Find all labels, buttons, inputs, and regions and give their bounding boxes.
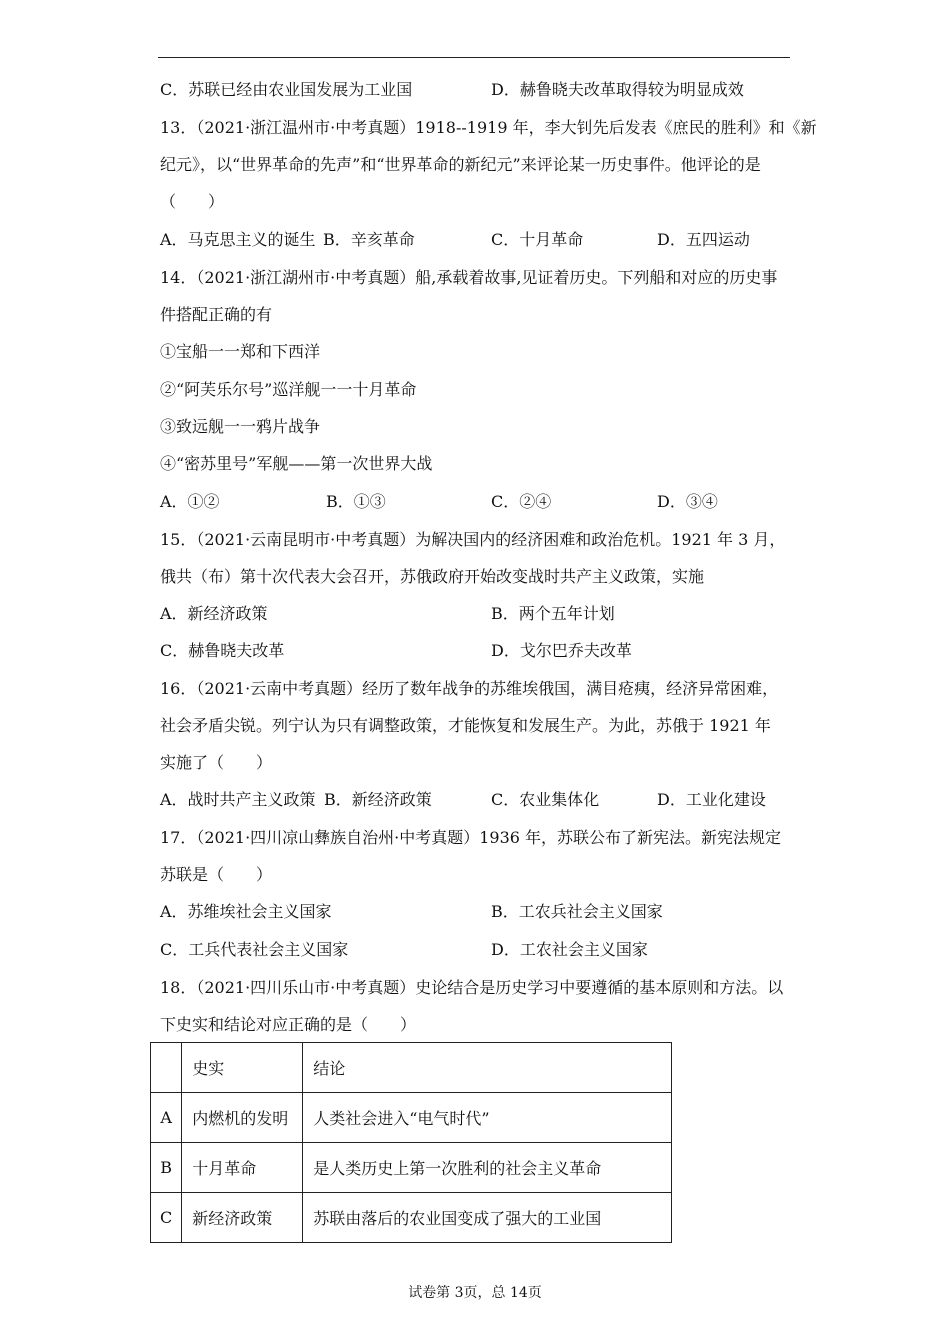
q18-facts-table xyxy=(150,1042,672,1243)
q16-stem-line-3: 实施了（ ） xyxy=(160,753,273,772)
q16-option-d: D．工业化建设 xyxy=(657,790,766,809)
table-cell-conclusion: 是人类历史上第一次胜利的社会主义革命 xyxy=(303,1143,672,1193)
table-row xyxy=(151,1093,672,1143)
q16-option-b: B．新经济政策 xyxy=(324,790,432,809)
q17-stem-line-2: 苏联是（ ） xyxy=(160,865,273,884)
q15-stem-line-1: 15．（2021·云南昆明市·中考真题）为解决国内的经济困难和政治危机。1921 年 3 月， xyxy=(160,530,786,549)
q16-stem-line-2: 社会矛盾尖锐。列宁认为只有调整政策，才能恢复和发展生产。为此，苏俄于 1921 年 xyxy=(160,716,771,735)
table-cell-label: A xyxy=(151,1093,182,1143)
q18-stem-line-2: 下史实和结论对应正确的是（ ） xyxy=(160,1015,417,1034)
q14-item-3: ③致远舰一一鸦片战争 xyxy=(160,417,321,436)
q16-stem-line-1: 16．（2021·云南中考真题）经历了数年战争的苏维埃俄国，满目疮痍，经济异常困难， xyxy=(160,679,779,698)
q13-stem-line-3: （ ） xyxy=(160,192,225,211)
table-cell-label: B xyxy=(151,1143,182,1193)
q14-option-a: A．①② xyxy=(160,492,220,511)
table-row xyxy=(151,1143,672,1193)
table-cell-label: C xyxy=(151,1193,182,1243)
table-cell-conclusion: 苏联由落后的农业国变成了强大的工业国 xyxy=(303,1193,672,1243)
q15-stem-line-2: 俄共（布）第十次代表大会召开，苏俄政府开始改变战时共产主义政策，实施 xyxy=(160,567,705,586)
q12-option-c: C．苏联已经由农业国发展为工业国 xyxy=(160,80,413,99)
table-cell-fact: 内燃机的发明 xyxy=(182,1093,303,1143)
q14-option-b: B．①③ xyxy=(326,492,386,511)
q15-option-b: B．两个五年计划 xyxy=(491,604,615,623)
table-cell-fact: 十月革命 xyxy=(182,1143,303,1193)
q15-option-a: A．新经济政策 xyxy=(160,604,268,623)
q14-option-c: C．②④ xyxy=(491,492,552,511)
q14-option-d: D．③④ xyxy=(657,492,718,511)
q17-option-d: D．工农社会主义国家 xyxy=(491,940,648,959)
table-header-row xyxy=(151,1043,672,1093)
q14-stem-line-1: 14．（2021·浙江湖州市·中考真题）船,承载着故事,见证着历史。下列船和对应的历史事 xyxy=(160,268,778,287)
q17-option-a: A．苏维埃社会主义国家 xyxy=(160,902,332,921)
table-header-cell: 史实 xyxy=(182,1043,303,1093)
q17-option-c: C．工兵代表社会主义国家 xyxy=(160,940,349,959)
q17-option-b: B．工农兵社会主义国家 xyxy=(491,902,663,921)
table-cell-conclusion: 人类社会进入“电气时代” xyxy=(303,1093,672,1143)
page-footer: 试卷第 3页，总 14页 xyxy=(408,1285,542,1301)
q13-option-b: B．辛亥革命 xyxy=(323,230,415,249)
header-rule xyxy=(158,57,790,58)
q13-option-a: A．马克思主义的诞生 xyxy=(160,230,316,249)
q14-item-2: ②“阿芙乐尔号”巡洋舰一一十月革命 xyxy=(160,380,417,399)
q17-stem-line-1: 17．（2021·四川凉山彝族自治州·中考真题）1936 年，苏联公布了新宪法。新宪法规定 xyxy=(160,828,782,847)
q14-stem-line-2: 件搭配正确的有 xyxy=(160,305,273,324)
q13-stem-line-2: 纪元》，以“世界革命的先声”和“世界革命的新纪元”来评论某一历史事件。他评论的是 xyxy=(160,155,761,174)
table-cell-fact: 新经济政策 xyxy=(182,1193,303,1243)
q14-item-4: ④“密苏里号”军舰——第一次世界大战 xyxy=(160,454,433,473)
q15-option-d: D．戈尔巴乔夫改革 xyxy=(491,641,632,660)
q13-option-d: D．五四运动 xyxy=(657,230,750,249)
q13-option-c: C．十月革命 xyxy=(491,230,584,249)
q16-option-a: A．战时共产主义政策 xyxy=(160,790,316,809)
table-header-cell xyxy=(151,1043,182,1093)
q18-stem-line-1: 18．（2021·四川乐山市·中考真题）史论结合是历史学习中要遵循的基本原则和方法。以 xyxy=(160,978,784,997)
q15-option-c: C．赫鲁晓夫改革 xyxy=(160,641,285,660)
table-row xyxy=(151,1193,672,1243)
q12-option-d: D．赫鲁晓夫改革取得较为明显成效 xyxy=(491,80,744,99)
q16-option-c: C．农业集体化 xyxy=(491,790,600,809)
q14-item-1: ①宝船一一郑和下西洋 xyxy=(160,342,321,361)
q13-stem-line-1: 13．（2021·浙江温州市·中考真题）1918--1919 年，李大钊先后发表《庶民的胜利》和《新 xyxy=(160,118,817,137)
table-header-cell: 结论 xyxy=(303,1043,672,1093)
